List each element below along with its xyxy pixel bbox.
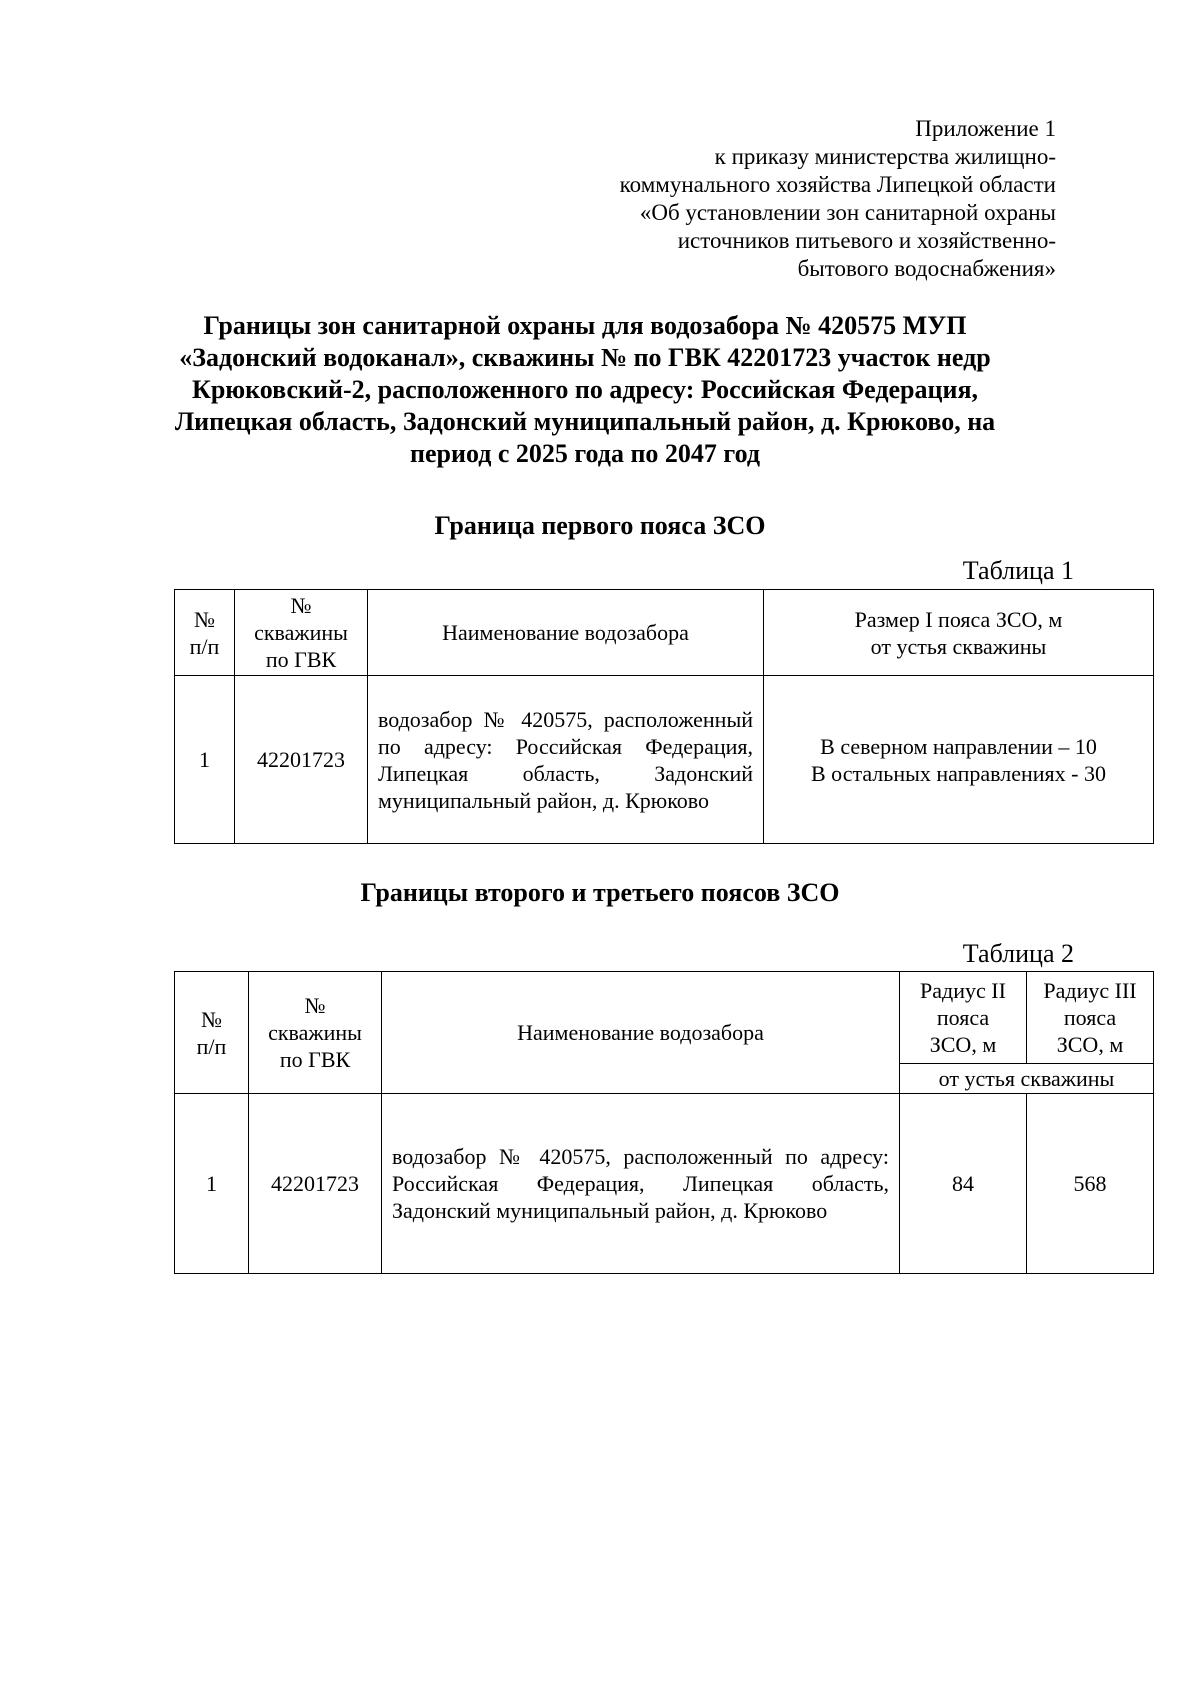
cell-radius-2: 84	[900, 1094, 1027, 1274]
table-row	[175, 676, 1154, 844]
header-well: № скважины по ГВК	[235, 590, 368, 676]
table-header-row	[175, 590, 1154, 676]
section1-heading: Граница первого пояса ЗСО	[434, 511, 766, 540]
cell-size: В северном направлении – 10 В остальных направлениях - 30	[764, 676, 1154, 844]
header-name: Наименование водозабора	[382, 972, 900, 1094]
header-radius-3: Радиус III пояса ЗСО, м	[1027, 972, 1154, 1064]
appendix-line: источников питьевого и хозяйственно-	[677, 228, 1056, 253]
appendix-block	[620, 115, 1056, 283]
appendix-line: бытового водоснабжения»	[797, 256, 1056, 281]
zone1-table	[174, 589, 1154, 844]
title-line: Липецкая область, Задонский муниципальный район, д. Крюково, на	[174, 407, 996, 436]
title-line: период с 2025 года по 2047 год	[409, 439, 760, 468]
section2-heading: Границы второго и третьего поясов ЗСО	[360, 878, 840, 907]
cell-name: водозабор № 420575, расположенный по адресу: Российская Федерация, Липецкая область, Задонский муниципальный район, д. Крюково	[368, 676, 764, 844]
header-from-well: от устья скважины	[900, 1064, 1154, 1094]
appendix-line: Приложение 1	[915, 116, 1056, 141]
appendix-line: «Об установлении зон санитарной охраны	[639, 200, 1056, 225]
title-line: Крюковский-2, расположенного по адресу: Российская Федерация,	[191, 375, 979, 404]
table-header-row	[175, 972, 1154, 1064]
table2-label: Таблица 2	[962, 939, 1074, 968]
header-size: Размер I пояса ЗСО, м от устья скважины	[764, 590, 1154, 676]
header-radius-2: Радиус II пояса ЗСО, м	[900, 972, 1027, 1064]
cell-well: 42201723	[249, 1094, 382, 1274]
cell-num: 1	[175, 676, 235, 844]
header-name: Наименование водозабора	[368, 590, 764, 676]
cell-well: 42201723	[235, 676, 368, 844]
appendix-line: коммунального хозяйства Липецкой области	[619, 172, 1056, 197]
header-num: № п/п	[175, 972, 249, 1094]
zone2-3-table	[174, 971, 1154, 1274]
document-title	[170, 310, 1000, 470]
cell-radius-3: 568	[1027, 1094, 1154, 1274]
appendix-line: к приказу министерства жилищно-	[714, 144, 1056, 169]
title-line: «Задонский водоканал», скважины № по ГВК 42201723 участок недр	[179, 343, 991, 372]
table1-label: Таблица 1	[962, 556, 1074, 585]
table-row	[175, 1094, 1154, 1274]
cell-name: водозабор № 420575, расположенный по адресу: Российская Федерация, Липецкая область, Задонский муниципальный район, д. Крюково	[382, 1094, 900, 1274]
header-well: № скважины по ГВК	[249, 972, 382, 1094]
title-line: Границы зон санитарной охраны для водозабора № 420575 МУП	[203, 311, 967, 340]
header-num: № п/п	[175, 590, 235, 676]
cell-num: 1	[175, 1094, 249, 1274]
